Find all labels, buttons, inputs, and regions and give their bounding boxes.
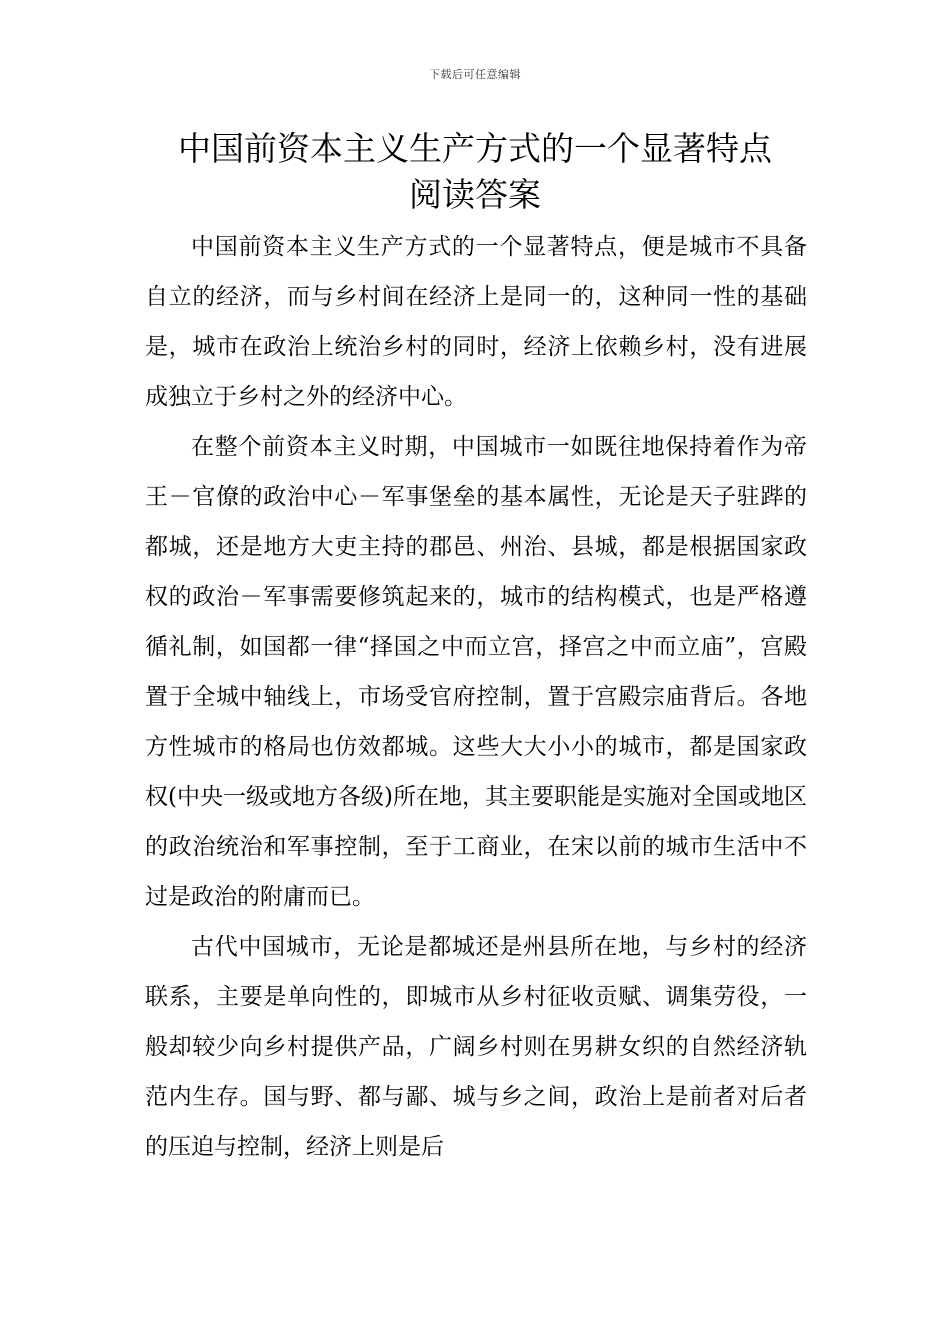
header-note: 下载后可任意编辑 (429, 68, 521, 81)
paragraph-3: 古代中国城市，无论是都城还是州县所在地，与乡村的经济联系，主要是单向性的，即城市从乡村征收贡赋、调集劳役，一般却较少向乡村提供产品，广阔乡村则在男耕女织的自然经济轨范内生存。国与野、都与鄙、城与乡之间，政治上是前者对后者的压迫与控制，经济上则是后 (145, 934, 807, 1160)
title-line-2: 阅读答案 (409, 175, 541, 214)
title-line-1: 中国前资本主义生产方式的一个显著特点 (178, 129, 772, 168)
paragraph-2: 在整个前资本主义时期，中国城市一如既往地保持着作为帝王－官僚的政治中心－军事堡垒的基本属性，无论是天子驻跸的都城，还是地方大吏主持的郡邑、州治、县城，都是根据国家政权的政治－军事需要修筑起来的，城市的结构模式，也是严格遵循礼制，如国都一律“择国之中而立宫，择宫之中而立庙”，宫殿置于全城中轴线上，市场受官府控制，置于宫殿宗庙背后。各地方性城市的格局也仿效都城。这些大大小小的城市，都是国家政权(中央一级或地方各级)所在地，其主要职能是实施对全国或地区的政治统治和军事控制，至于工商业，在宋以前的城市生活中不过是政治的附庸而已。 (145, 434, 807, 910)
page-title (145, 126, 805, 218)
paragraph-1: 中国前资本主义生产方式的一个显著特点，便是城市不具备自立的经济，而与乡村间在经济上是同一的，这种同一性的基础是，城市在政治上统治乡村的同时，经济上依赖乡村，没有进展成独立于乡村之外的经济中心。 (145, 234, 807, 410)
body-text (145, 222, 807, 1172)
